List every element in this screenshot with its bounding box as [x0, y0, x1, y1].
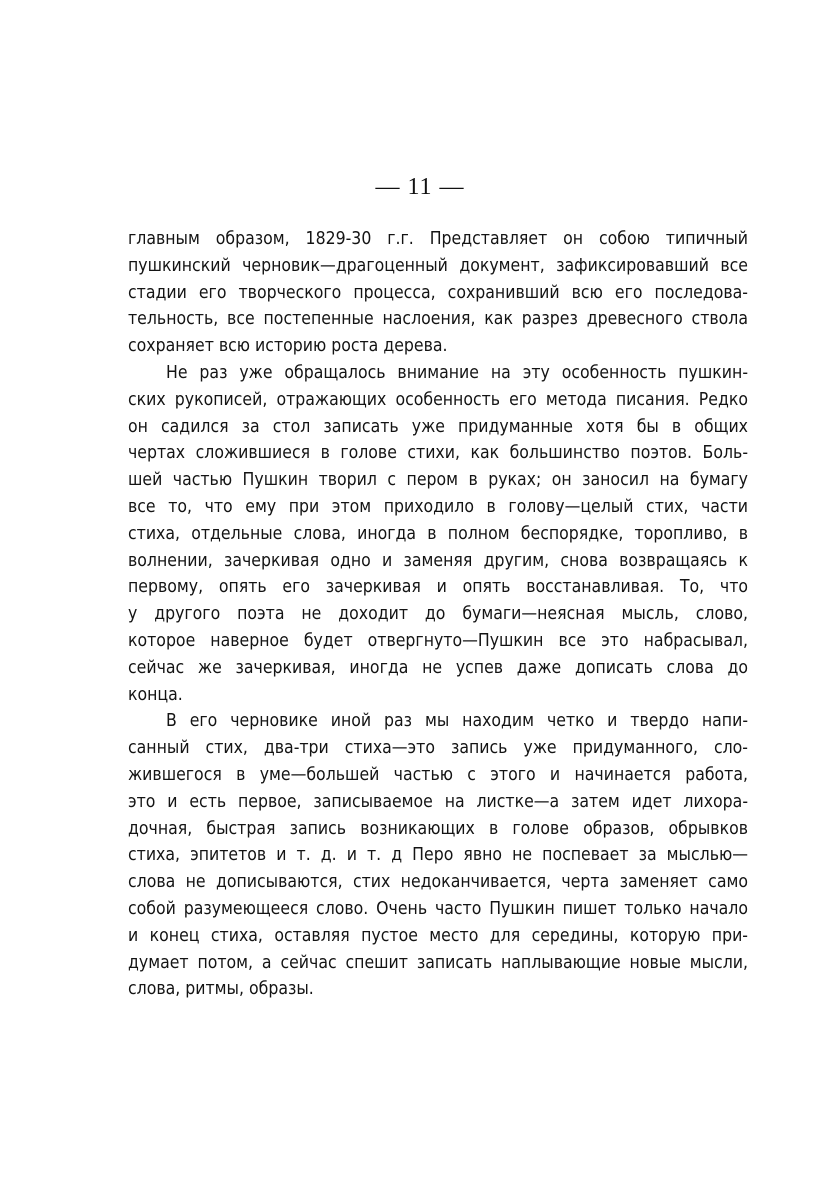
- text-line: это и есть первое, записываемое на листке—а затем идет лихора-: [128, 791, 748, 812]
- text-line: первому, опять его зачеркивая и опять восстанавливая. То, что: [128, 577, 748, 598]
- text-line: слова не дописываются, стих недоканчивается, черта заменяет само: [128, 872, 748, 893]
- text-line: и конец стиха, оставляя пустое место для середины, которую при-: [128, 925, 748, 946]
- text-line: тельность, все постепенные наслоения, как разрез древесного ствола: [128, 309, 748, 330]
- text-line: сейчас же зачеркивая, иногда не успев даже дописать слова до: [128, 657, 748, 678]
- paragraph: [128, 226, 748, 360]
- text-line: пушкинский черновик—драгоценный документ, зафиксировавший все: [128, 255, 748, 276]
- paragraph: [128, 360, 748, 708]
- text-line: все то, что ему при этом приходило в голову—целый стих, части: [128, 496, 748, 517]
- text-line: шей частью Пушкин творил с пером в руках; он заносил на бумагу: [128, 470, 748, 491]
- page-number: — 11 —: [375, 174, 465, 200]
- text-line: стиха, отдельные слова, иногда в полном беспорядке, торопливо, в: [128, 523, 748, 544]
- text-line: дочная, быстрая запись возникающих в голове образов, обрывков: [128, 818, 748, 839]
- text-line: волнении, зачеркивая одно и заменяя другим, снова возвращаясь к: [128, 550, 748, 571]
- text-line: стадии его творческого процесса, сохранивший всю его последова-: [128, 282, 748, 303]
- paragraph: [128, 708, 748, 1003]
- text-line: конца.: [128, 684, 183, 705]
- text-line: главным образом, 1829-30 г.г. Представляет он собою типичный: [128, 229, 748, 249]
- text-line: собой разумеющееся слово. Очень часто Пушкин пишет только начало: [128, 898, 748, 919]
- body-text: [128, 226, 748, 1003]
- text-line: стиха, эпитетов и т. д. и т. д Перо явно не поспевает за мыслью—: [128, 845, 748, 866]
- text-line: В его черновике иной раз мы находим четко и твердо напи-: [166, 711, 748, 732]
- text-line: сохраняет всю историю роста дерева.: [128, 336, 448, 357]
- text-line: думает потом, а сейчас спешит записать наплывающие новые мысли,: [128, 952, 748, 973]
- text-line: жившегося в уме—большей частью с этого и начинается работа,: [128, 764, 748, 785]
- text-line: чертах сложившиеся в голове стихи, как большинство поэтов. Боль-: [128, 443, 748, 464]
- text-line: ских рукописей, отражающих особенность его метода писания. Редко: [128, 389, 748, 410]
- text-line: он садился за стол записать уже придуманные хотя бы в общих: [128, 416, 748, 437]
- text-line: санный стих, два-три стиха—это запись уже придуманного, сло-: [128, 738, 748, 759]
- text-line: слова, ритмы, образы.: [128, 979, 314, 1000]
- text-line: у другого поэта не доходит до бумаги—неясная мысль, слово,: [128, 604, 748, 625]
- text-line: Не раз уже обращалось внимание на эту особенность пушкин-: [166, 362, 748, 383]
- text-line: которое наверное будет отвергнуто—Пушкин все это набрасывал,: [128, 630, 748, 651]
